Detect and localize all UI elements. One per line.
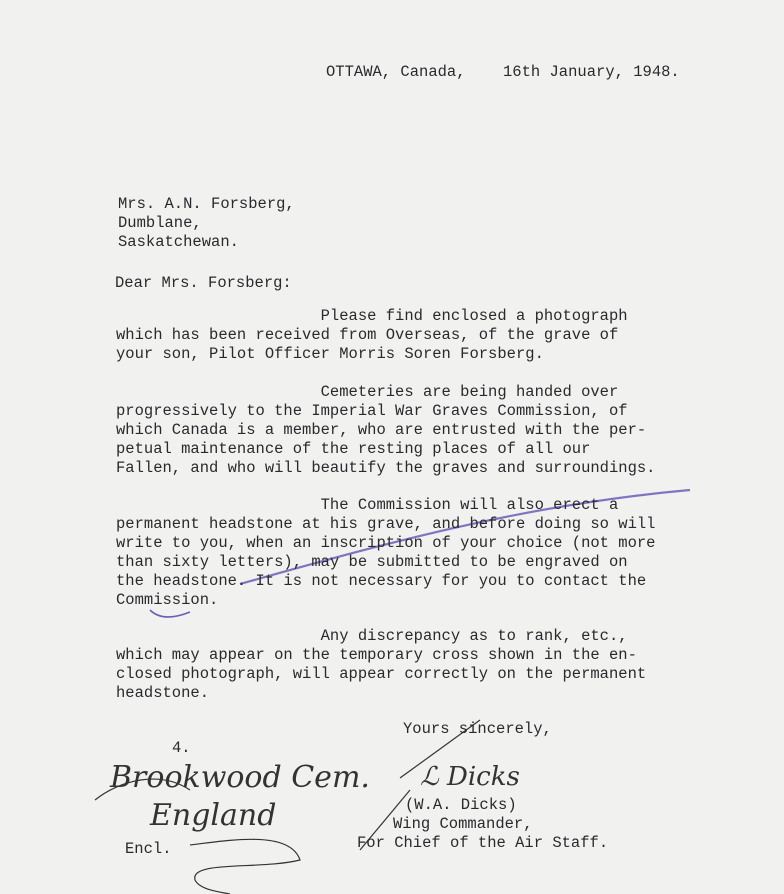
text-line: permanent headstone at his grave, and before doing so will xyxy=(116,515,656,533)
text-line: closed photograph, will appear correctly on the permanent xyxy=(116,665,647,683)
handwritten-note-line-2: England xyxy=(150,798,277,833)
text-line: headstone. xyxy=(116,684,210,702)
text-line: Cemeteries are being handed over xyxy=(116,383,619,401)
paragraph-2 xyxy=(116,383,656,478)
recipient-town: Dumblane, xyxy=(118,214,202,232)
recipient-province: Saskatchewan. xyxy=(118,233,239,251)
text-line: petual maintenance of the resting places of all our xyxy=(116,440,591,458)
text-line: which Canada is a member, who are entrusted with the per- xyxy=(116,421,647,439)
recipient-address xyxy=(118,195,295,252)
text-line: Fallen, and who will beautify the graves and surroundings. xyxy=(116,459,656,477)
text-line: Please find enclosed a photograph xyxy=(116,307,628,325)
salutation: Dear Mrs. Forsberg: xyxy=(115,274,292,292)
paragraph-1 xyxy=(116,307,628,364)
letter-date: 16th January, 1948. xyxy=(503,63,680,81)
paragraph-3 xyxy=(116,496,656,610)
signature-scrawl: ℒ Dicks xyxy=(420,762,520,792)
handwritten-note-line-1: Brookwood Cem. xyxy=(110,760,370,795)
text-line: than sixty letters), may be submitted to be engraved on xyxy=(116,553,628,571)
page-note: 4. xyxy=(172,739,191,757)
text-line: which has been received from Overseas, of the grave of xyxy=(116,326,619,344)
text-line: the headstone. It is not necessary for you to contact the xyxy=(116,572,647,590)
text-line: which may appear on the temporary cross shown in the en- xyxy=(116,646,637,664)
text-line: write to you, when an inscription of your choice (not more xyxy=(116,534,656,552)
text-line: The Commission will also erect a xyxy=(116,496,619,514)
signatory-rank: Wing Commander, xyxy=(393,815,533,833)
signatory-office: For Chief of the Air Staff. xyxy=(357,834,609,852)
text-line: Commission. xyxy=(116,591,219,609)
text-line: your son, Pilot Officer Morris Soren Forsberg. xyxy=(116,345,544,363)
paragraph-4 xyxy=(116,627,646,703)
enclosure-note: Encl. xyxy=(125,840,172,858)
signatory-name: (W.A. Dicks) xyxy=(405,796,517,814)
closing: Yours sincerely, xyxy=(403,720,552,738)
letter-place: OTTAWA, Canada, xyxy=(326,63,466,81)
recipient-name: Mrs. A.N. Forsberg, xyxy=(118,195,295,213)
text-line: progressively to the Imperial War Graves Commission, of xyxy=(116,402,628,420)
text-line: Any discrepancy as to rank, etc., xyxy=(116,627,628,645)
